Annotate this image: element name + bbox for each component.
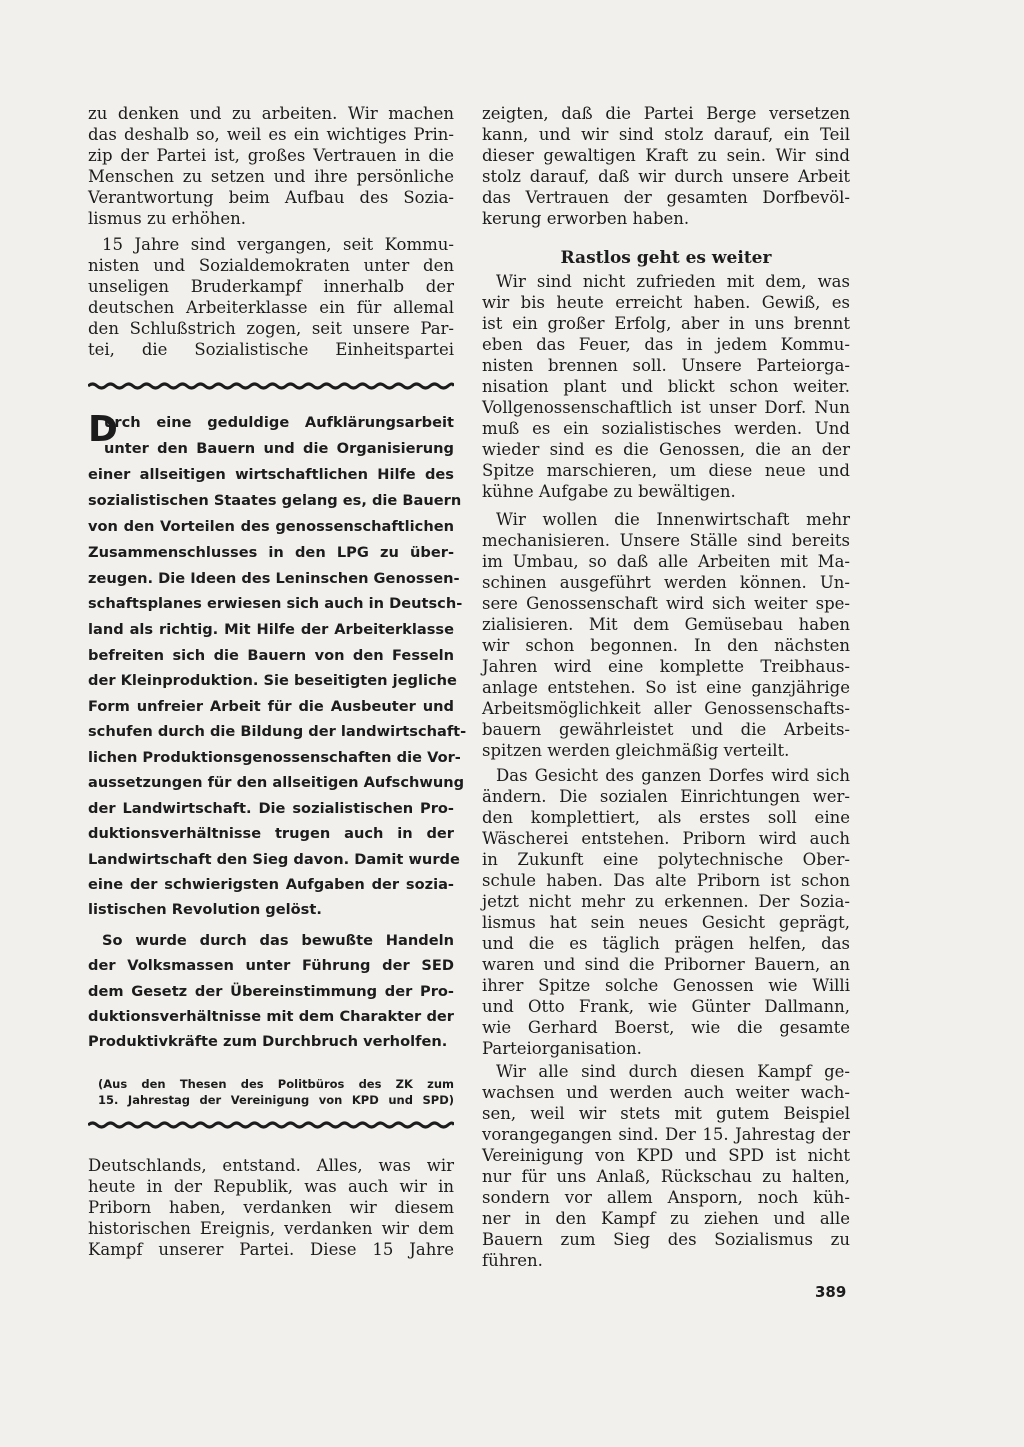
text-line: Wir wollen die Innenwirtschaft mehr — [496, 510, 850, 529]
text-line: mechanisieren. Unsere Ställe sind bereits — [482, 531, 850, 550]
text-line: Verantwortung beim Aufbau des Sozia- — [88, 188, 454, 207]
wavy-divider — [88, 382, 454, 390]
quote-line: der Landwirtschaft. Die sozialistischen Pro- — [88, 800, 454, 817]
text-line: Das Gesicht des ganzen Dorfes wird sich — [496, 766, 850, 785]
text-line: Parteiorganisation. — [482, 1039, 642, 1058]
text-line: lismus zu erhöhen. — [88, 209, 247, 228]
text-line: das deshalb so, weil es ein wichtiges Prin- — [88, 125, 454, 144]
text-line: unseligen Bruderkampf innerhalb der — [88, 277, 454, 296]
text-line: zialisieren. Mit dem Gemüsebau haben — [482, 615, 850, 634]
quote-line: Zusammenschlusses in den LPG zu über- — [88, 544, 454, 561]
text-line: Vollgenossenschaftlich ist unser Dorf. Nun — [482, 398, 850, 417]
quote-line: urch eine geduldige Aufklärungsarbeit — [104, 414, 454, 431]
text-line: dieser gewaltigen Kraft zu sein. Wir sind — [482, 146, 850, 165]
quote-line: unter den Bauern und die Organisierung — [104, 440, 454, 457]
text-line: lismus hat sein neues Gesicht geprägt, — [482, 913, 850, 932]
text-line: nisten und Sozialdemokraten unter den — [88, 256, 454, 275]
quote-line: Form unfreier Arbeit für die Ausbeuter und — [88, 698, 454, 715]
text-line: in Zukunft eine polytechnische Ober- — [482, 850, 850, 869]
text-line: nisten brennen soll. Unsere Parteiorga- — [482, 356, 850, 375]
text-line: schinen ausgeführt werden können. Un- — [482, 573, 850, 592]
text-line: ner in den Kampf zu ziehen und alle — [482, 1209, 850, 1228]
quote-source-line: 15. Jahrestag der Vereinigung von KPD und SPD) — [98, 1093, 454, 1107]
quote-line: einer allseitigen wirtschaftlichen Hilfe des — [88, 466, 454, 483]
text-line: Bauern zum Sieg des Sozialismus zu — [482, 1230, 850, 1249]
quote-line: von den Vorteilen des genossenschaftlichen — [88, 518, 454, 535]
text-line: eben das Feuer, das in jedem Kommu- — [482, 335, 850, 354]
text-line: zeigten, daß die Partei Berge versetzen — [482, 104, 850, 123]
text-line: Jahren wird eine komplette Treibhaus- — [482, 657, 850, 676]
text-line: Menschen zu setzen und ihre persönliche — [88, 167, 454, 186]
quote-line: sozialistischen Staates gelang es, die Bauern — [88, 492, 462, 509]
quote-line: Produktivkräfte zum Durchbruch verholfen. — [88, 1033, 448, 1050]
text-line: tei, die Sozialistische Einheitspartei — [88, 340, 454, 359]
text-line: wir schon begonnen. In den nächsten — [482, 636, 850, 655]
text-line: zu denken und zu arbeiten. Wir machen — [88, 104, 454, 123]
text-line: Deutschlands, entstand. Alles, was wir — [88, 1156, 454, 1175]
text-line: kann, und wir sind stolz darauf, ein Teil — [482, 125, 850, 144]
text-line: stolz darauf, daß wir durch unsere Arbeit — [482, 167, 850, 186]
wavy-divider — [88, 1121, 454, 1129]
text-line: sondern vor allem Ansporn, noch küh- — [482, 1188, 850, 1207]
quote-line: zeugen. Die Ideen des Leninschen Genossen- — [88, 570, 460, 587]
text-line: Vereinigung von KPD und SPD ist nicht — [482, 1146, 850, 1165]
text-line: nur für uns Anlaß, Rückschau zu halten, — [482, 1167, 850, 1186]
text-line: führen. — [482, 1251, 543, 1270]
quote-line: duktionsverhältnisse trugen auch in der — [88, 825, 454, 842]
quote-line: schaftsplanes erwiesen sich auch in Deutsch- — [88, 595, 463, 612]
text-line: wachsen und werden auch weiter wach- — [482, 1083, 850, 1102]
text-line: deutschen Arbeiterklasse ein für allemal — [88, 298, 454, 317]
text-line: wir bis heute erreicht haben. Gewiß, es — [482, 293, 850, 312]
text-line: heute in der Republik, was auch wir in — [88, 1177, 454, 1196]
text-line: Wäscherei entstehen. Priborn wird auch — [482, 829, 850, 848]
text-line: wie Gerhard Boerst, wie die gesamte — [482, 1018, 850, 1037]
quote-line: schufen durch die Bildung der landwirtschaft- — [88, 723, 467, 740]
text-line: kerung erworben haben. — [482, 209, 690, 228]
page-number: 389 — [815, 1283, 847, 1301]
text-line: sere Genossenschaft wird sich weiter spe- — [482, 594, 850, 613]
quote-line: dem Gesetz der Übereinstimmung der Pro- — [88, 983, 454, 1000]
text-line: das Vertrauen der gesamten Dorfbevöl- — [482, 188, 850, 207]
text-line: im Umbau, so daß alle Arbeiten mit Ma- — [482, 552, 850, 571]
text-line: und die es täglich prägen helfen, das — [482, 934, 850, 953]
quote-line: eine der schwierigsten Aufgaben der sozia- — [88, 876, 454, 893]
quote-line: aussetzungen für den allseitigen Aufschwung — [88, 774, 465, 791]
text-line: kühne Aufgabe zu bewältigen. — [482, 482, 736, 501]
text-line: bauern gewährleistet und die Arbeits- — [482, 720, 850, 739]
text-line: jetzt nicht mehr zu erkennen. Der Sozia- — [482, 892, 850, 911]
text-line: 15 Jahre sind vergangen, seit Kommu- — [102, 235, 454, 254]
text-line: den Schlußstrich zogen, seit unsere Par- — [88, 319, 454, 338]
drop-cap: D — [88, 409, 118, 450]
text-line: historischen Ereignis, verdanken wir dem — [88, 1219, 454, 1238]
section-heading: Rastlos geht es weiter — [560, 248, 772, 268]
text-line: waren und sind die Priborner Bauern, an — [482, 955, 850, 974]
text-line: und Otto Frank, wie Günter Dallmann, — [482, 997, 850, 1016]
text-line: spitzen werden gleichmäßig verteilt. — [482, 741, 790, 760]
quote-line: listischen Revolution gelöst. — [88, 901, 322, 918]
text-line: Priborn haben, verdanken wir diesem — [88, 1198, 454, 1217]
text-line: wieder sind es die Genossen, die an der — [482, 440, 850, 459]
quote-source-line: (Aus den Thesen des Politbüros des ZK zum — [98, 1077, 454, 1091]
text-line: Arbeitsmöglichkeit aller Genossenschafts- — [482, 699, 850, 718]
text-line: ist ein großer Erfolg, aber in uns brennt — [482, 314, 850, 333]
text-line: schule haben. Das alte Priborn ist schon — [482, 871, 850, 890]
text-line: Spitze marschieren, um diese neue und — [482, 461, 850, 480]
text-line: ändern. Die sozialen Einrichtungen wer- — [482, 787, 850, 806]
quote-line: der Volksmassen unter Führung der SED — [88, 957, 454, 974]
quote-line: befreiten sich die Bauern von den Fesseln — [88, 647, 454, 664]
text-line: anlage entstehen. So ist eine ganzjährige — [482, 678, 850, 697]
quote-line: der Kleinproduktion. Sie beseitigten jegliche — [88, 672, 457, 689]
text-line: Wir alle sind durch diesen Kampf ge- — [496, 1062, 850, 1081]
quote-line: So wurde durch das bewußte Handeln — [102, 932, 454, 949]
text-line: zip der Partei ist, großes Vertrauen in die — [88, 146, 454, 165]
text-line: vorangegangen sind. Der 15. Jahrestag der — [482, 1125, 850, 1144]
quote-line: Landwirtschaft den Sieg davon. Damit wurde — [88, 851, 460, 868]
quote-line: land als richtig. Mit Hilfe der Arbeiterklasse — [88, 621, 454, 638]
text-line: Wir sind nicht zufrieden mit dem, was — [496, 272, 850, 291]
text-line: nisation plant und blickt schon weiter. — [482, 377, 850, 396]
text-line: den komplettiert, als erstes soll eine — [482, 808, 850, 827]
text-line: muß es ein sozialistisches werden. Und — [482, 419, 850, 438]
quote-line: lichen Produktionsgenossenschaften die Vor- — [88, 749, 461, 766]
quote-line: duktionsverhältnisse mit dem Charakter der — [88, 1008, 454, 1025]
text-line: Kampf unserer Partei. Diese 15 Jahre — [88, 1240, 454, 1259]
text-line: sen, weil wir stets mit gutem Beispiel — [482, 1104, 850, 1123]
text-line: ihrer Spitze solche Genossen wie Willi — [482, 976, 850, 995]
